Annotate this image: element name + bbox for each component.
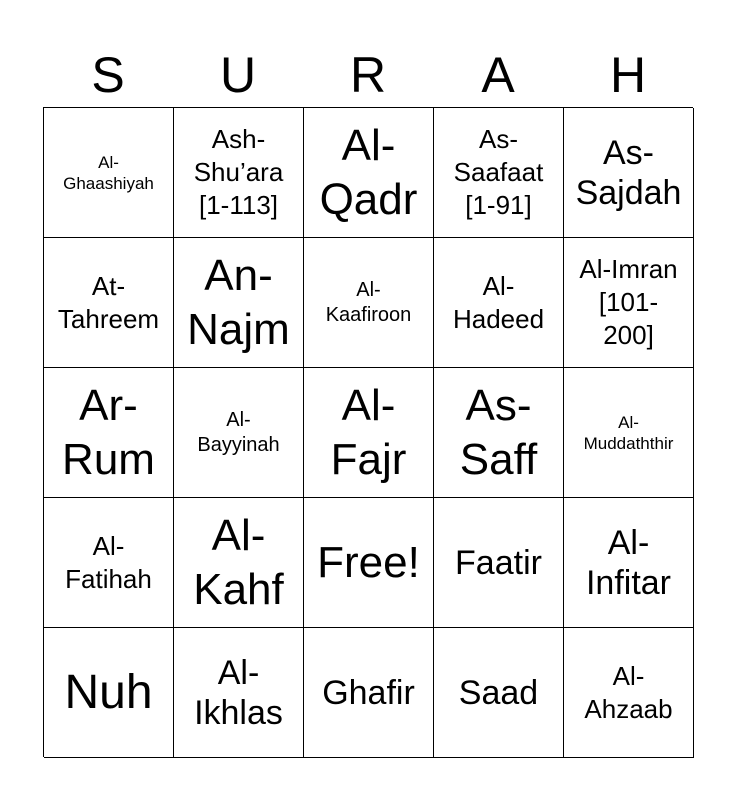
cell-label: Faatir bbox=[455, 543, 542, 582]
cell-label: Al- Bayyinah bbox=[197, 408, 280, 456]
bingo-cell-r2-c5[interactable] bbox=[564, 238, 694, 368]
cell-label: Al- Fajr bbox=[330, 380, 407, 484]
cell-label: Al- Hadeed bbox=[452, 270, 545, 334]
cell-label: Al- Fatihah bbox=[65, 530, 152, 594]
bingo-cell-r5-c1[interactable] bbox=[44, 628, 174, 758]
bingo-cell-r2-c1[interactable] bbox=[44, 238, 174, 368]
cell-label: An- Najm bbox=[187, 250, 290, 354]
cell-label: Al- Infitar bbox=[585, 523, 672, 602]
header-letter-s: S bbox=[91, 47, 125, 103]
bingo-cell-r5-c2[interactable] bbox=[174, 628, 304, 758]
cell-label: As- Sajdah bbox=[575, 133, 682, 212]
cell-label: Al- Ghaashiyah bbox=[63, 152, 154, 193]
header-letter-u: U bbox=[219, 47, 257, 103]
cell-label: Al- Kaafiroon bbox=[325, 278, 412, 326]
bingo-cell-r1-c2[interactable] bbox=[174, 108, 304, 238]
header-letter-h: H bbox=[609, 47, 647, 103]
bingo-cell-r4-c4[interactable] bbox=[434, 498, 564, 628]
bingo-cell-r3-c3[interactable] bbox=[304, 368, 434, 498]
cell-label: Al- Qadr bbox=[319, 120, 418, 224]
bingo-cell-r5-c5[interactable] bbox=[564, 628, 694, 758]
bingo-cell-r3-c1[interactable] bbox=[44, 368, 174, 498]
bingo-cell-r4-c2[interactable] bbox=[174, 498, 304, 628]
header-letter-a: A bbox=[481, 47, 515, 103]
bingo-cell-r3-c5[interactable] bbox=[564, 368, 694, 498]
bingo-cell-r4-c5[interactable] bbox=[564, 498, 694, 628]
cell-label: Al- Muddaththir bbox=[583, 412, 674, 453]
cell-label: Al- Ikhlas bbox=[194, 653, 283, 732]
cell-label: Al- Kahf bbox=[193, 510, 284, 614]
cell-label: Ghafir bbox=[322, 673, 415, 712]
cell-label: As- Saafaat [1-91] bbox=[453, 124, 544, 220]
bingo-cell-r2-c3[interactable] bbox=[304, 238, 434, 368]
cell-label: Ar- Rum bbox=[62, 380, 155, 484]
cell-label: Free! bbox=[317, 537, 420, 587]
bingo-cell-r2-c2[interactable] bbox=[174, 238, 304, 368]
cell-label: Al-Imran [101- 200] bbox=[579, 254, 678, 350]
cell-label: At- Tahreem bbox=[57, 270, 160, 334]
bingo-header bbox=[43, 44, 693, 106]
cell-label: As- Saff bbox=[459, 380, 538, 484]
bingo-cell-r4-c3[interactable] bbox=[304, 498, 434, 628]
cell-label: Ash- Shu’ara [1-113] bbox=[193, 124, 284, 220]
cell-label: Saad bbox=[458, 673, 539, 712]
bingo-cell-r1-c1[interactable] bbox=[44, 108, 174, 238]
bingo-cell-r2-c4[interactable] bbox=[434, 238, 564, 368]
bingo-board bbox=[43, 107, 693, 757]
cell-label: Nuh bbox=[64, 665, 153, 719]
bingo-cell-r5-c3[interactable] bbox=[304, 628, 434, 758]
bingo-cell-r4-c1[interactable] bbox=[44, 498, 174, 628]
bingo-cell-r1-c4[interactable] bbox=[434, 108, 564, 238]
bingo-cell-r1-c5[interactable] bbox=[564, 108, 694, 238]
bingo-cell-r1-c3[interactable] bbox=[304, 108, 434, 238]
bingo-cell-r3-c4[interactable] bbox=[434, 368, 564, 498]
cell-label: Al- Ahzaab bbox=[584, 660, 673, 724]
bingo-cell-r3-c2[interactable] bbox=[174, 368, 304, 498]
bingo-cell-r5-c4[interactable] bbox=[434, 628, 564, 758]
header-letter-r: R bbox=[349, 47, 387, 103]
